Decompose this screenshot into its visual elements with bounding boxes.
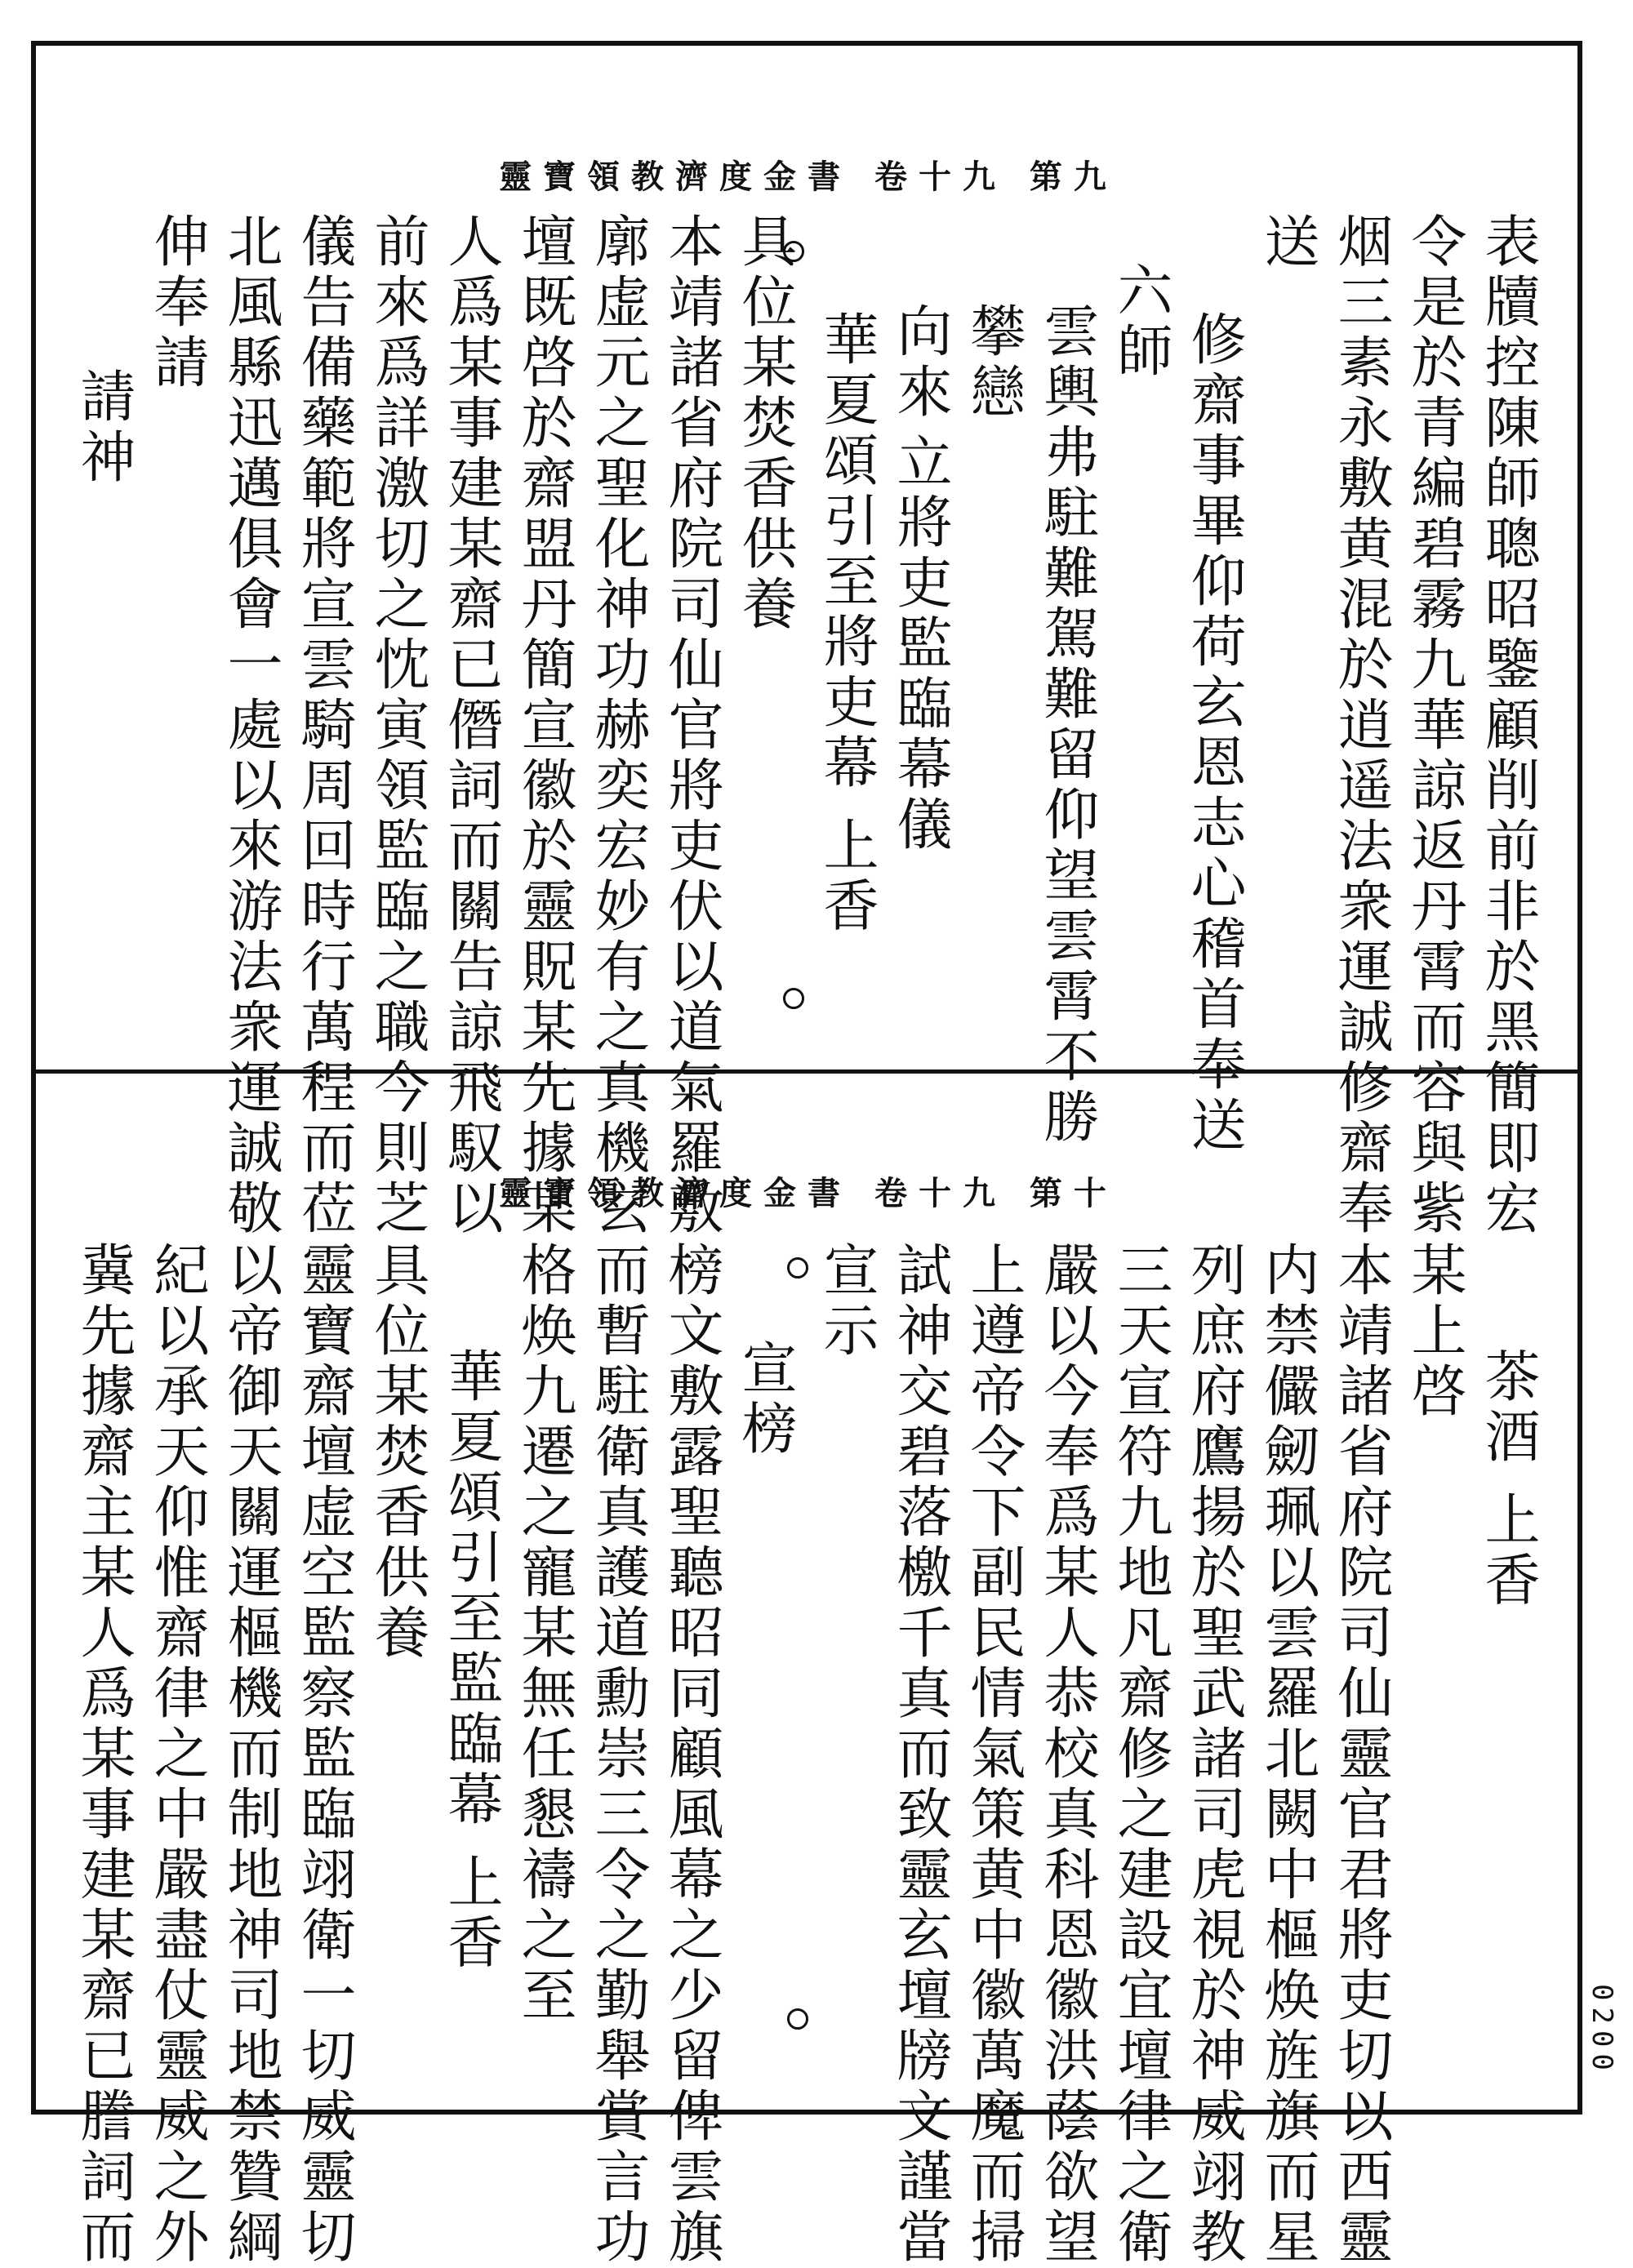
text-column: 令是於青編碧霧九華諒返丹霄而容與紫: [1402, 212, 1466, 1239]
text-column: 儀告備藥範將宣雲騎周回時行萬程而莅: [291, 212, 356, 1239]
text-column: 宣榜: [732, 1339, 797, 1460]
text-column: 靈寶齋壇虚空監察監臨翊衛一切威靈切: [291, 1241, 356, 2268]
bottom-page: [49, 1078, 1568, 2268]
text-column: 修齋事畢仰荷玄恩志心稽首奉送: [1181, 310, 1246, 1156]
text-column: 烟三素永敷黄混於逍遥法衆運誠修齋奉: [1328, 212, 1393, 1239]
circle-marker: [787, 2008, 808, 2030]
page-number: 0200: [1586, 1984, 1618, 2077]
text-column: 上遵帝令下副民情氣策黄中徽萬魔而掃: [961, 1241, 1026, 2268]
text-column: 伸奉請: [145, 212, 209, 394]
top-page-header: 靈寶領教濟度金書 卷十九 第九: [499, 158, 1118, 196]
text-column: 本靖諸省府院司仙官將吏伏以道氣羅敷: [659, 212, 723, 1239]
text-column: 試神交碧落檄千真而致靈玄壇牓文謹當: [888, 1241, 952, 2268]
text-column: 格焕九遷之寵某無任懇禱之至: [512, 1241, 576, 2026]
text-column: 壇既啓於齋盟丹簡宣徽於靈貺某先據某: [512, 212, 576, 1239]
text-column: 雲輿弗駐難駕難留仰望雲霄不勝: [1035, 302, 1099, 1148]
bottom-page-header: 靈寶領教濟度金書 卷十九 第十: [499, 1174, 1118, 1212]
text-column: 表牘控陳師聰昭鑒顧削前非於黑簡即宏: [1475, 212, 1540, 1239]
text-column: 本靖諸省府院司仙靈官君將吏切以西靈: [1328, 1241, 1393, 2268]
text-column: 六師: [1108, 261, 1172, 382]
text-column: 以帝御天關運樞機而制地神司地禁贊綱: [218, 1241, 283, 2268]
circle-marker: [787, 1257, 808, 1279]
text-column: 内禁儼劒珮以雲羅北闕中樞焕旌旗而星: [1255, 1241, 1319, 2268]
text-column: 嚴以今奉爲某人恭校真科恩徽洪蔭欲望: [1035, 1241, 1099, 2268]
text-column: 榜文敷露聖聽昭同顧風幕之少留俾雲旗: [659, 1241, 723, 2268]
text-column: 冀先據齋主某人爲某事建某齋已謄詞而: [71, 1241, 136, 2268]
text-column: 三天宣符九地凡齋修之建設宜壇律之衛: [1108, 1241, 1172, 2268]
text-column: 請神: [71, 367, 136, 488]
text-column: 某上啓: [1402, 1241, 1466, 1422]
text-column: 具位某焚香供養: [732, 212, 797, 635]
text-column: 人爲某事建某齋已僭詞而關告諒飛馭以: [438, 212, 503, 1239]
text-column: 紀以承天仰惟齋律之中嚴盡仗靈威之外: [145, 1241, 209, 2268]
text-column: 向來: [888, 302, 952, 423]
text-column: 具位某焚香供養: [365, 1241, 429, 1664]
text-column: 送: [1255, 212, 1319, 273]
text-column: 攀戀: [961, 302, 1026, 423]
text-column: 廓虚元之聖化神功赫奕宏妙有之真機玄: [585, 212, 650, 1239]
text-column: 前來爲詳激切之忱寅領監臨之職今則芝: [365, 212, 429, 1239]
text-column: 而暫駐衛真護道勳崇三令之勤舉賞言功: [585, 1241, 650, 2268]
text-column: 華夏頌引至將吏幕 上香: [814, 310, 879, 937]
text-column: 華夏頌引至監臨幕 上香: [438, 1347, 503, 1974]
circle-marker: [783, 988, 804, 1009]
text-column: 立將吏監臨幕儀: [888, 433, 952, 856]
text-column: 茶酒 上香: [1475, 1347, 1540, 1612]
text-column: 北風縣迅邁俱會一處以來游法衆運誠敬: [218, 212, 283, 1239]
text-column: 宣示: [814, 1241, 879, 1362]
text-column: 列庶府鷹揚於聖武諸司虎視於神威翊教: [1181, 1241, 1246, 2268]
